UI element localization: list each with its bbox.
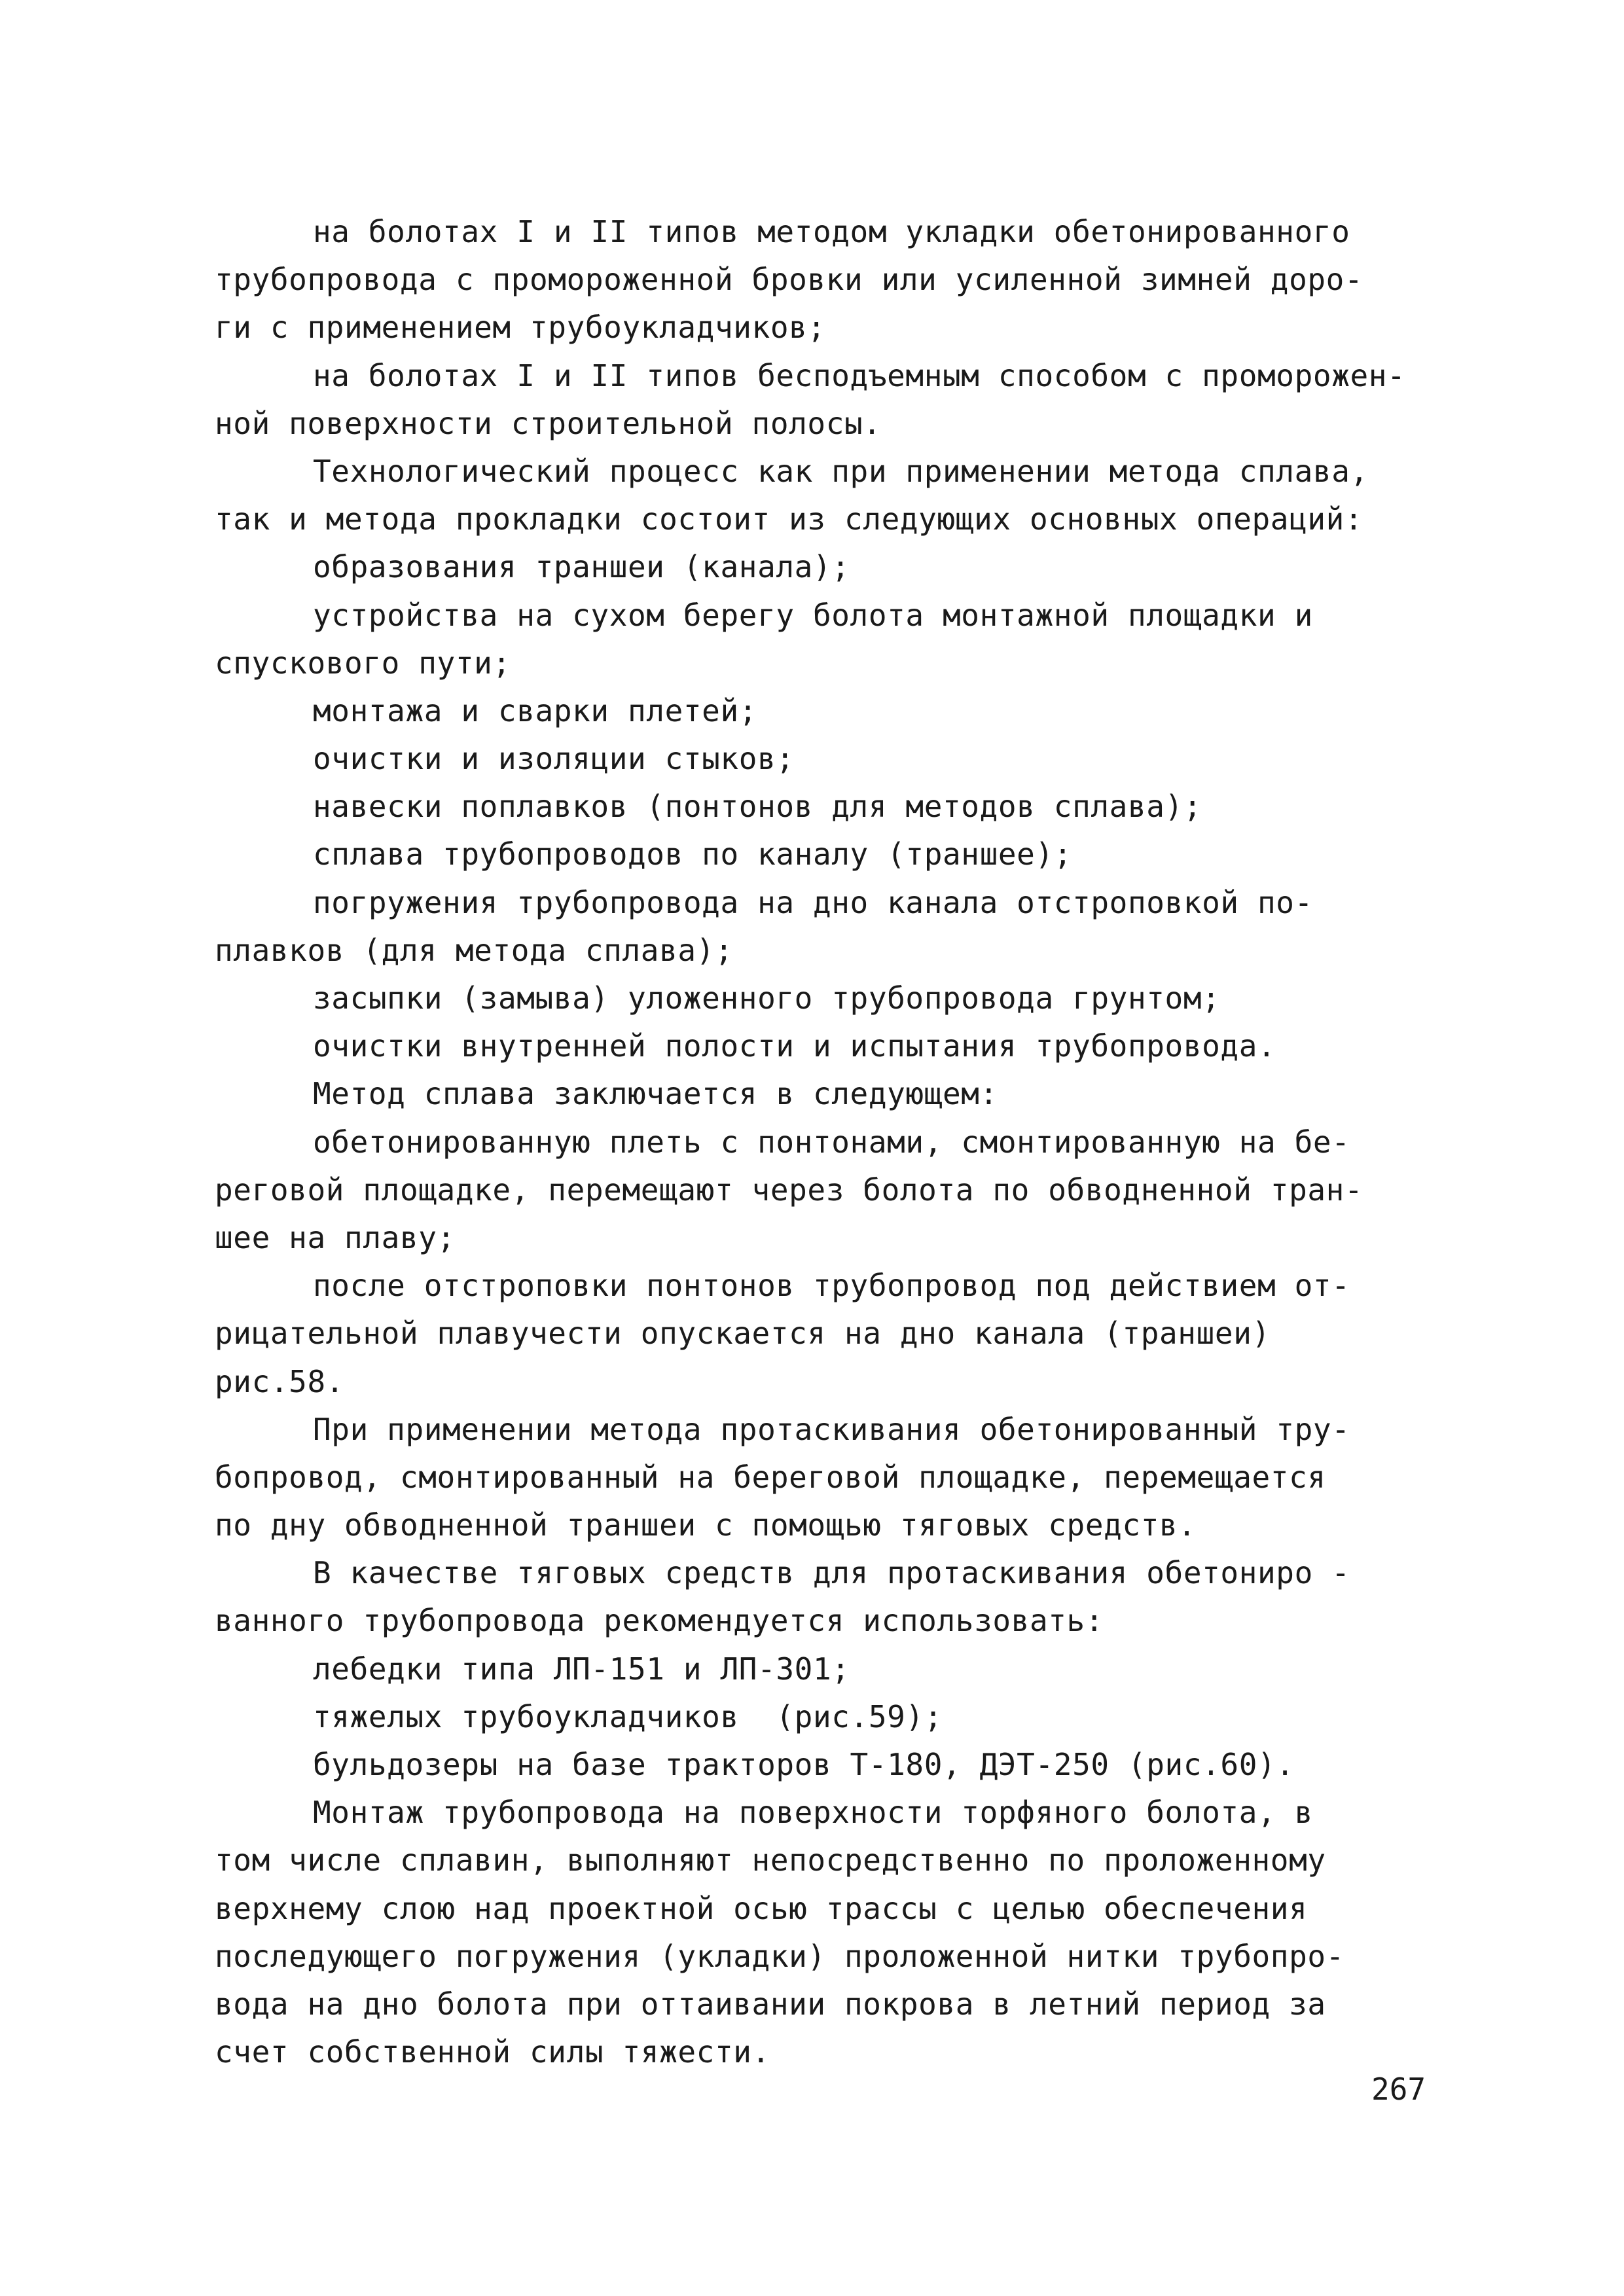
text-line: образования траншеи (канала);: [313, 549, 850, 585]
text-line: навески поплавков (понтонов для методов сплава);: [313, 789, 1202, 825]
text-line: монтажа и сварки плетей;: [313, 692, 758, 728]
text-line: на болотах I и II типов бесподъемным способом с проморожен-: [313, 357, 1406, 393]
body-text: [215, 208, 1445, 2076]
text-line: очистки внутренней полости и испытания трубопровода.: [313, 1028, 1276, 1064]
text-line: Технологический процесс как при применении метода сплава,: [313, 453, 1369, 489]
text-line: последующего погружения (укладки) проложенной нитки трубопро-: [215, 1938, 1344, 1974]
text-line: лебедки типа ЛП-151 и ЛП-301;: [313, 1651, 850, 1687]
text-line: обетонированную плеть с понтонами, смонтированную на бе-: [313, 1124, 1350, 1160]
text-line: счет собственной силы тяжести.: [215, 2034, 770, 2070]
text-line: ной поверхности строительной полосы.: [215, 405, 882, 441]
text-line: по дну обводненной траншеи с помощью тяговых средств.: [215, 1507, 1197, 1543]
text-line: вода на дно болота при оттаивании покрова в летний период за: [215, 1986, 1326, 2022]
text-line: спускового пути;: [215, 645, 511, 681]
text-line: ги с применением трубоукладчиков;: [215, 310, 826, 346]
page-number: 267: [1371, 2072, 1426, 2107]
text-line: Монтаж трубопровода на поверхности торфяного болота, в: [313, 1795, 1313, 1831]
text-line: В качестве тяговых средств для протаскивания обетониро -: [313, 1555, 1350, 1591]
text-line: плавков (для метода сплава);: [215, 932, 734, 968]
text-line: бульдозеры на базе тракторов Т-180, ДЭТ-250 (рис.60).: [313, 1747, 1295, 1782]
text-line: бопровод, смонтированный на береговой площадке, перемещается: [215, 1459, 1326, 1495]
text-line: шее на плаву;: [215, 1219, 456, 1255]
text-line: засыпки (замыва) уложенного трубопровода грунтом;: [313, 980, 1221, 1016]
text-line: устройства на сухом берегу болота монтажной площадки и: [313, 597, 1313, 633]
text-line: При применении метода протаскивания обетонированный тру-: [313, 1411, 1350, 1447]
text-line: ванного трубопровода рекомендуется использовать:: [215, 1603, 1104, 1639]
text-line: очистки и изоляции стыков;: [313, 741, 795, 777]
text-line: так и метода прокладки состоит из следующих основных операций:: [215, 501, 1363, 537]
text-line: том числе сплавин, выполняют непосредственно по проложенному: [215, 1842, 1326, 1878]
text-line: погружения трубопровода на дно канала отстроповкой по-: [313, 884, 1313, 920]
text-line: реговой площадке, перемещают через болота по обводненной тран-: [215, 1172, 1363, 1208]
text-line: Метод сплава заключается в следующем:: [313, 1076, 998, 1112]
text-line: на болотах I и II типов методом укладки обетонированного: [313, 214, 1350, 249]
text-line: верхнему слою над проектной осью трассы с целью обеспечения: [215, 1890, 1308, 1926]
text-line: тяжелых трубоукладчиков (рис.59);: [313, 1698, 943, 1734]
text-line: сплава трубопроводов по каналу (траншее);: [313, 836, 1073, 872]
text-line: рис.58.: [215, 1363, 345, 1399]
text-line: рицательной плавучести опускается на дно канала (траншеи): [215, 1316, 1271, 1352]
text-line: после отстроповки понтонов трубопровод под действием от-: [313, 1268, 1350, 1304]
text-line: трубопровода с промороженной бровки или усиленной зимней доро-: [215, 262, 1363, 298]
